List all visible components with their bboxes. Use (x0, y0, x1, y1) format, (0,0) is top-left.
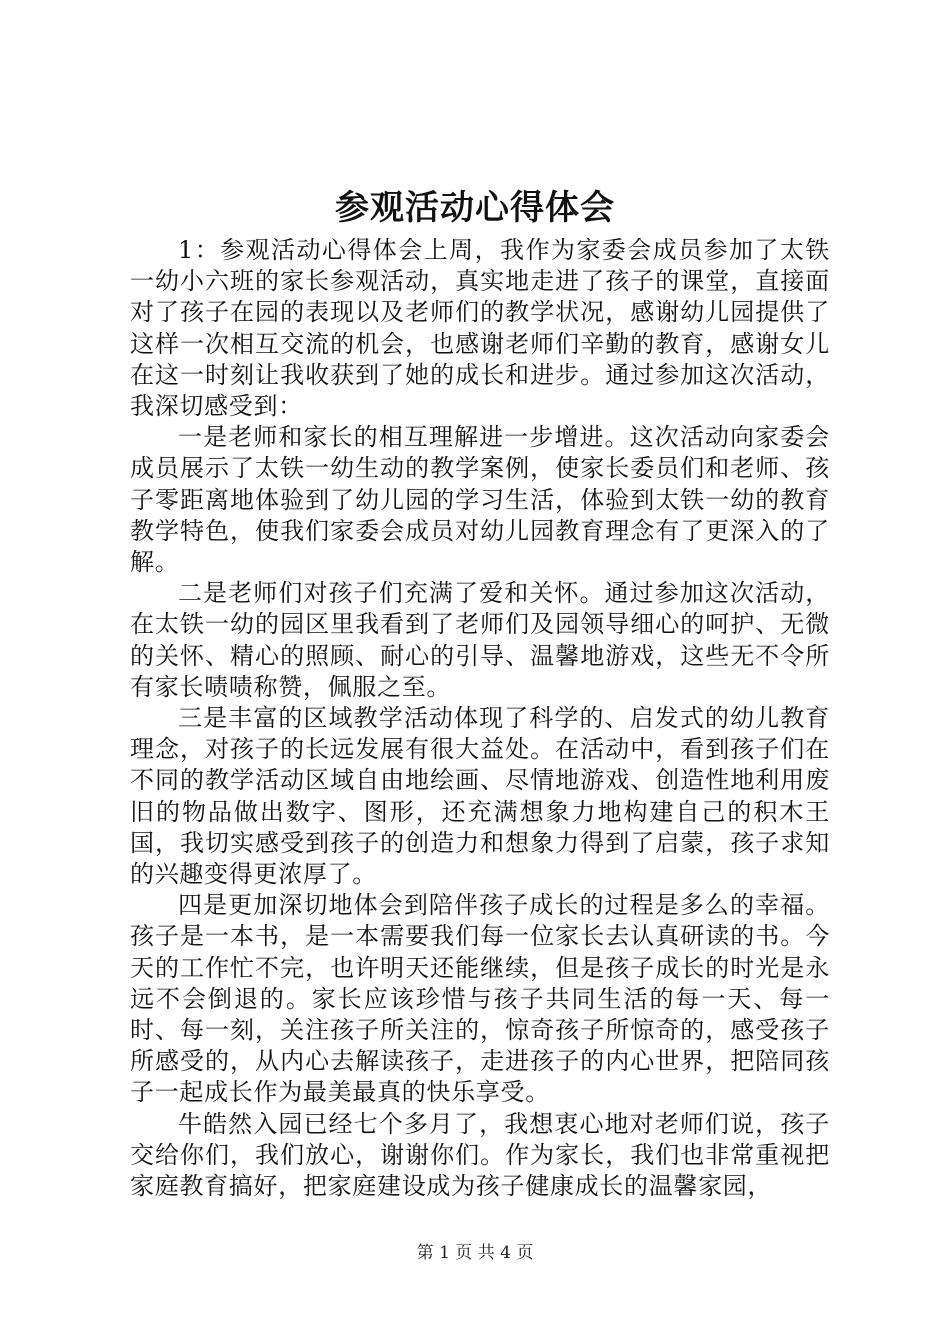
paragraph-intro: 1：参观活动心得体会上周，我作为家委会成员参加了太铁一幼小六班的家长参观活动，真实地走进了孩子的课堂，直接面对了孩子在园的表现以及老师们的教学状况，感谢幼儿园提供了这样一次相互交流的机会，也感谢老师们辛勤的教育，感谢女儿在这一时刻让我收获到了她的成长和进步。通过参加这次活动，我深切感受到： (130, 236, 830, 421)
paragraph-point-one: 一是老师和家长的相互理解进一步增进。这次活动向家委会成员展示了太铁一幼生动的教学案例，使家长委员们和老师、孩子零距离地体验到了幼儿园的学习生活，体验到太铁一幼的教育教学特色，使我们家委会成员对幼儿园教育理念有了更深入的了解。 (130, 423, 830, 577)
paragraph-closing: 牛皓然入园已经七个多月了，我想衷心地对老师们说，孩子交给你们，我们放心，谢谢你们。作为家长，我们也非常重视把家庭教育搞好，把家庭建设成为孩子健康成长的温馨家园， (130, 1109, 830, 1201)
paragraph-point-three: 三是丰富的区域教学活动体现了科学的、启发式的幼儿教育理念，对孩子的长远发展有很大益处。在活动中，看到孩子们在不同的教学活动区域自由地绘画、尽情地游戏、创造性地利用废旧的物品做出数字、图形，还充满想象力地构建自己的积木王国，我切实感受到孩子的创造力和想象力得到了启蒙，孩子求知的兴趣变得更浓厚了。 (130, 704, 830, 889)
page-number-footer: 第 1 页 共 4 页 (416, 1243, 534, 1263)
paragraph-point-two: 二是老师们对孩子们充满了爱和关怀。通过参加这次活动，在太铁一幼的园区里我看到了老师们及园领导细心的呵护、无微的关怀、精心的照顾、耐心的引导、温馨地游戏，这些无不令所有家长啧啧称赞，佩服之至。 (130, 579, 830, 701)
document-title: 参观活动心得体会 (335, 188, 615, 228)
document-body (130, 235, 830, 1202)
paragraph-point-four: 四是更加深切地体会到陪伴孩子成长的过程是多么的幸福。孩子是一本书，是一本需要我们每一位家长去认真研读的书。今天的工作忙不完，也许明天还能继续，但是孩子成长的时光是永远不会倒退的。家长应该珍惜与孩子共同生活的每一天、每一时、每一刻，关注孩子所关注的，惊奇孩子所惊奇的，感受孩子所感受的，从内心去解读孩子，走进孩子的内心世界，把陪同孩子一起成长作为最美最真的快乐享受。 (130, 891, 830, 1107)
